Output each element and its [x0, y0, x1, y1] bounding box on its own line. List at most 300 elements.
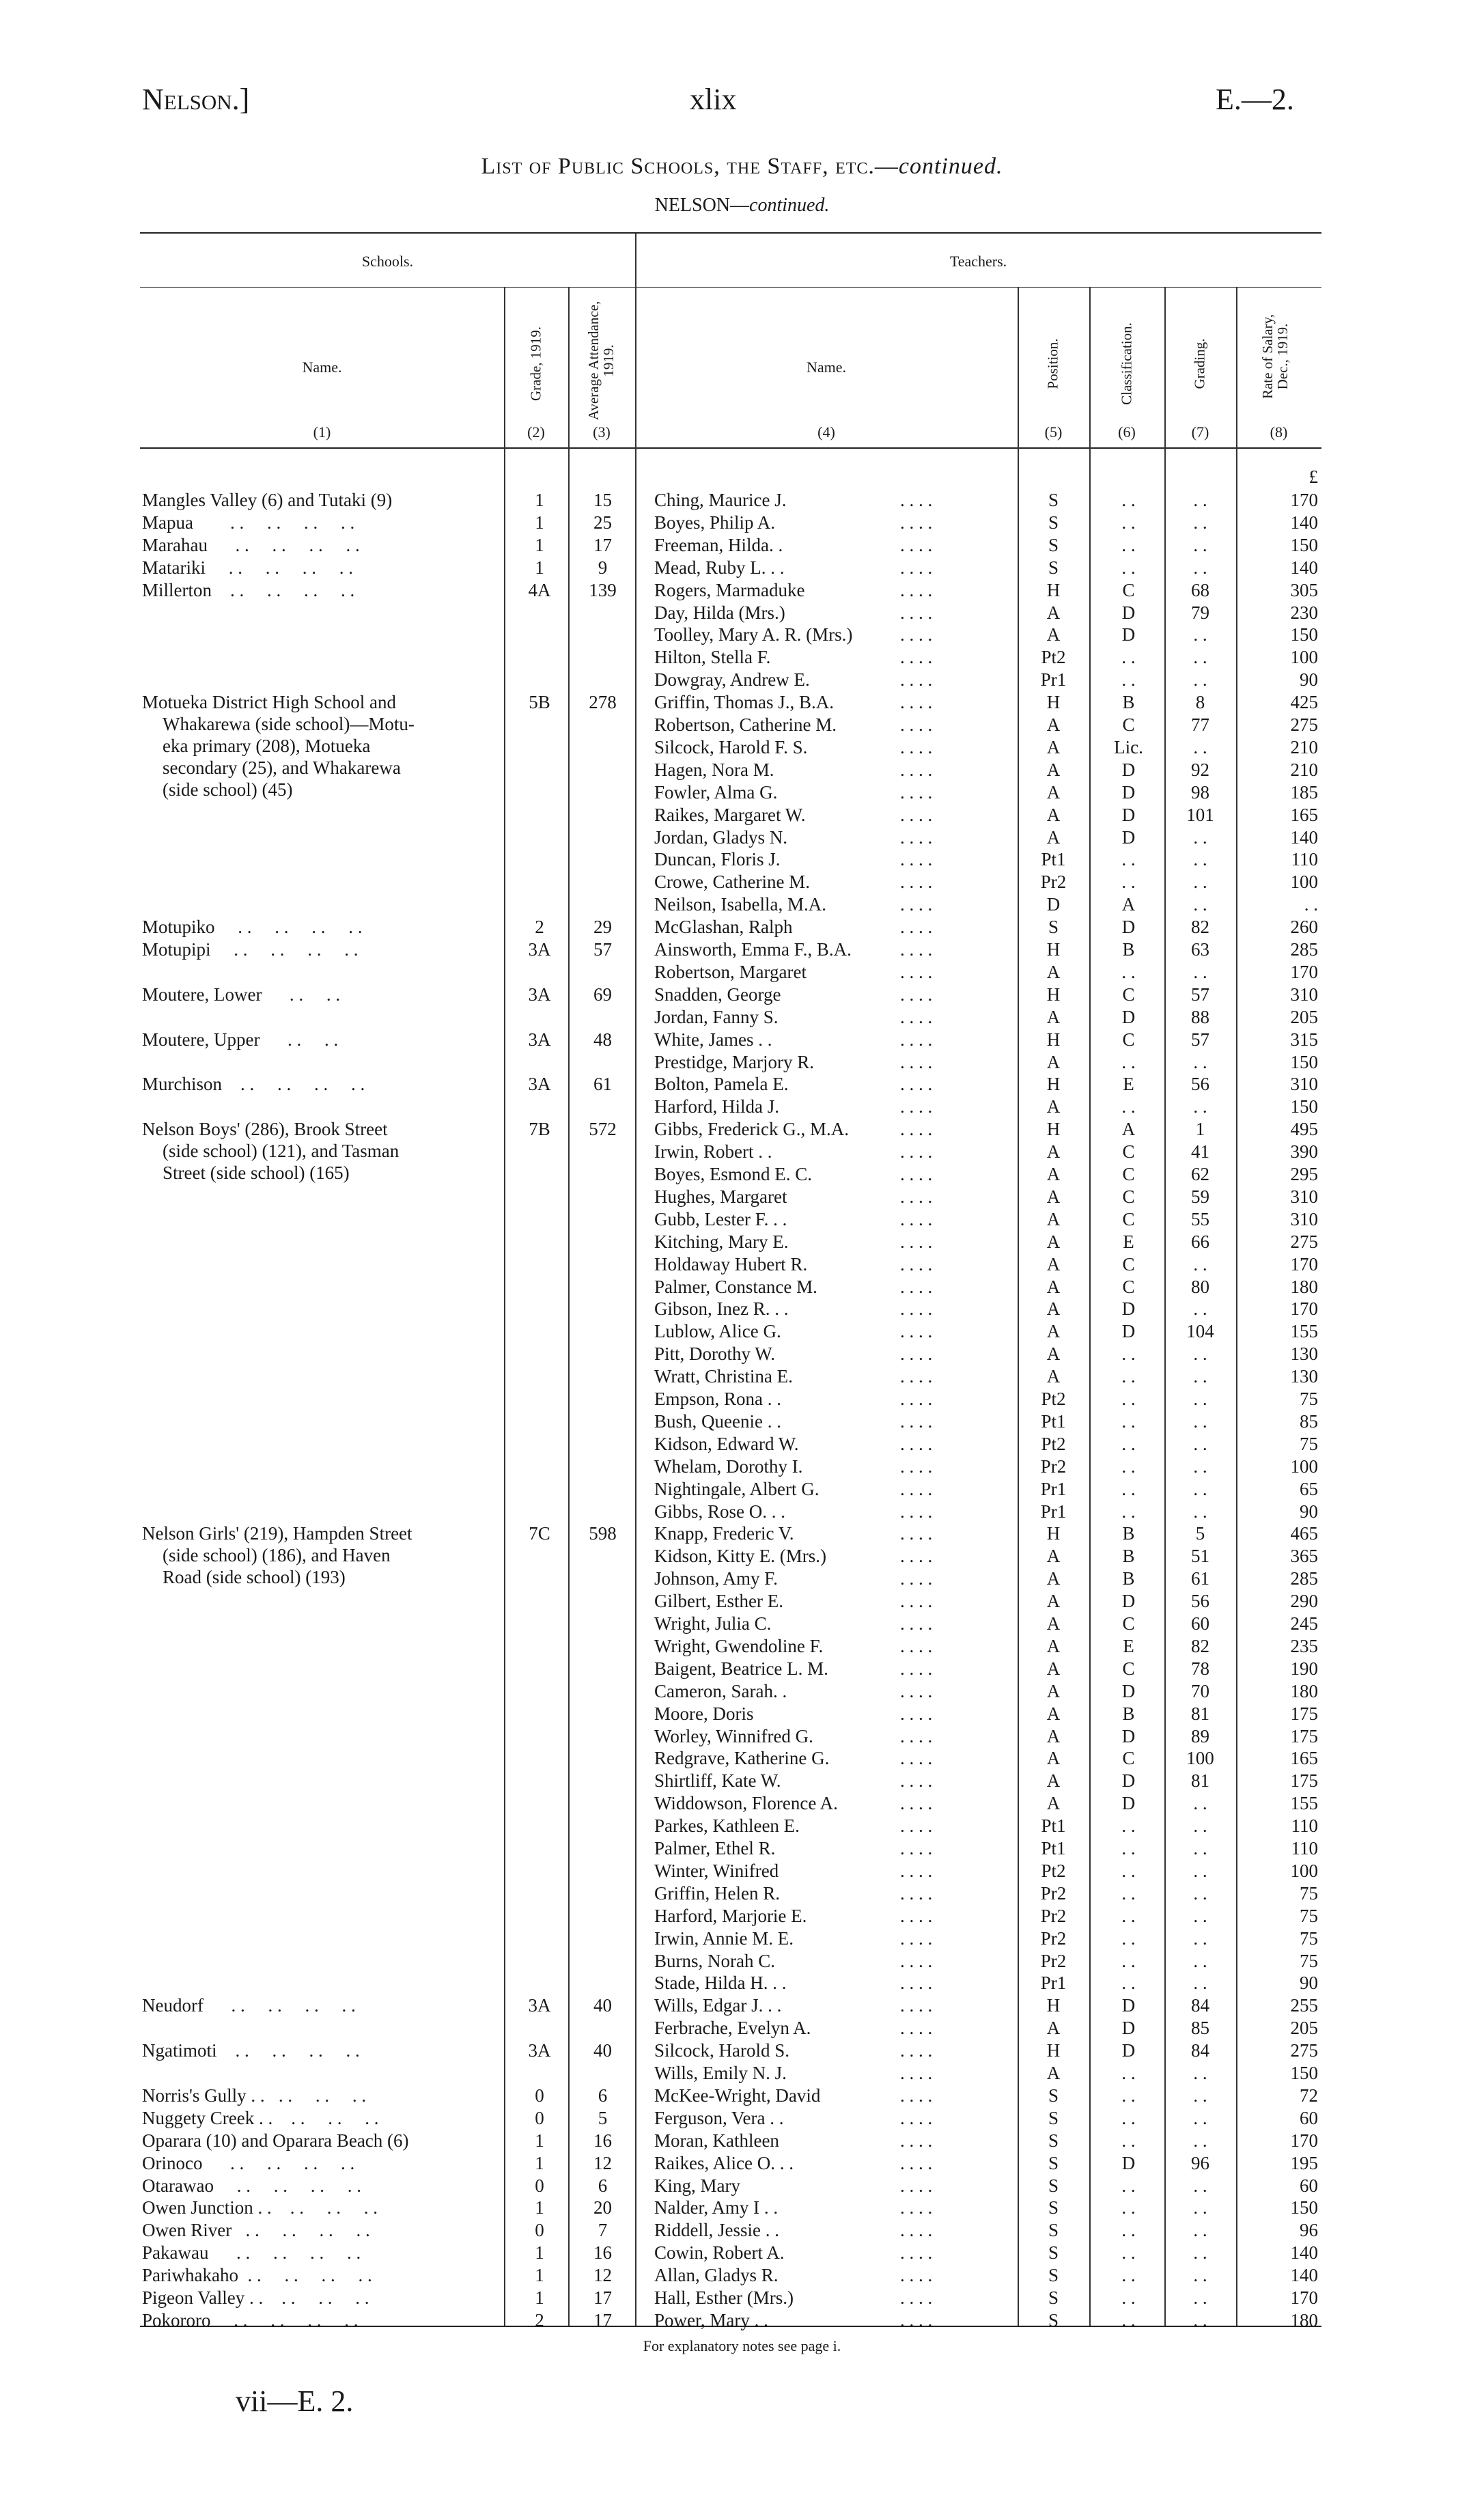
teacher-salary: 465 — [1290, 1523, 1318, 1544]
school-grade: 7B — [529, 1119, 550, 1140]
teacher-name — [654, 804, 1009, 826]
teacher-classification: . . — [1121, 2220, 1136, 2241]
leader-dots: . . . . — [900, 939, 933, 960]
teacher-name — [654, 2130, 1009, 2151]
teacher-position: S — [1048, 534, 1059, 555]
teacher-name — [654, 489, 1009, 511]
school-attendance: 16 — [593, 2130, 612, 2151]
school-name-line: eka primary (208), Motueka — [163, 736, 371, 757]
teacher-grading: 81 — [1191, 1703, 1209, 1724]
school-name-line: Pakawau . . . . . . . . — [142, 2242, 361, 2264]
teacher-grading: 56 — [1191, 1074, 1209, 1095]
teacher-classification: . . — [1121, 961, 1136, 982]
teacher-position: A — [1046, 961, 1061, 982]
teacher-name-text: Pitt, Dorothy W. — [654, 1343, 776, 1365]
school-grade: 1 — [535, 2265, 544, 2286]
col-number-6: (6) — [1118, 423, 1136, 441]
school-name-line: Marahau . . . . . . . . — [142, 534, 360, 555]
col-header-attendance-text: Average Attendance, 1919. — [585, 301, 617, 421]
teacher-salary: 210 — [1290, 736, 1318, 757]
school-grade: 2 — [535, 2309, 544, 2330]
teacher-grading: 8 — [1195, 692, 1205, 713]
teacher-classification: D — [1121, 624, 1136, 645]
teacher-salary: 315 — [1290, 1029, 1318, 1050]
school-grade: 3A — [528, 1074, 551, 1095]
teacher-position: A — [1046, 1321, 1061, 1342]
teacher-name-text: Prestidge, Marjory R. — [654, 1051, 814, 1072]
school-name — [142, 2085, 497, 2106]
teacher-grading: . . — [1193, 849, 1207, 870]
teacher-salary: 310 — [1290, 984, 1318, 1005]
teacher-salary: 165 — [1290, 804, 1318, 825]
teacher-classification: D — [1121, 2018, 1136, 2039]
school-name — [142, 2175, 497, 2197]
col-number-8: (8) — [1270, 423, 1288, 441]
school-name-line: Owen Junction . . . . . . . . — [142, 2197, 378, 2218]
teacher-name — [654, 1410, 1009, 1432]
leader-dots: . . . . — [900, 1523, 933, 1544]
teacher-position: A — [1046, 1231, 1061, 1252]
teacher-name — [654, 2175, 1009, 2197]
teacher-salary: 75 — [1300, 1389, 1318, 1409]
teacher-grading: 41 — [1191, 1141, 1209, 1162]
teacher-name — [654, 2017, 1009, 2039]
teacher-grading: 61 — [1191, 1568, 1209, 1589]
school-grade: 0 — [535, 2085, 544, 2106]
school-name — [142, 489, 497, 511]
teacher-classification: . . — [1121, 872, 1136, 893]
teacher-grading: . . — [1193, 1298, 1207, 1320]
teacher-classification: . . — [1121, 1815, 1136, 1837]
teacher-grading: . . — [1193, 2130, 1207, 2151]
leader-dots: . . . . — [900, 2265, 933, 2286]
teacher-grading: 92 — [1191, 759, 1209, 780]
col-header-position: Position. — [1044, 338, 1061, 389]
teacher-classification: D — [1121, 2040, 1136, 2061]
teacher-salary: 275 — [1290, 714, 1318, 735]
teacher-position: A — [1046, 624, 1061, 645]
leader-dots: . . . . — [900, 894, 933, 915]
teacher-name-text: Silcock, Harold F. S. — [654, 736, 808, 757]
teacher-salary: 175 — [1290, 1725, 1318, 1746]
col-header-classification: Classification. — [1118, 322, 1135, 405]
teacher-name-text: Jordan, Fanny S. — [654, 1006, 779, 1027]
teacher-salary: 255 — [1290, 1995, 1318, 2016]
teacher-salary: 100 — [1290, 1456, 1318, 1477]
leader-dots: . . . . — [900, 1815, 933, 1837]
teacher-position: A — [1046, 1366, 1061, 1387]
teacher-classification: E — [1123, 1074, 1134, 1095]
teacher-grading: 51 — [1191, 1546, 1209, 1567]
teacher-position: Pt2 — [1041, 1860, 1066, 1881]
teacher-name-text: Hilton, Stella F. — [654, 647, 771, 668]
teacher-grading: . . — [1193, 1410, 1207, 1432]
teacher-classification: C — [1122, 1186, 1135, 1207]
teacher-classification: D — [1121, 781, 1136, 803]
school-name — [142, 2130, 497, 2151]
teacher-classification: D — [1121, 1770, 1136, 1792]
leader-dots: . . . . — [900, 2197, 933, 2218]
school-attendance: 20 — [593, 2197, 612, 2218]
teacher-salary: 260 — [1290, 917, 1318, 938]
school-name — [142, 2264, 497, 2286]
teacher-name — [654, 1545, 1009, 1567]
leader-dots: . . . . — [900, 1927, 933, 1949]
teacher-name — [654, 1613, 1009, 1634]
school-name-line: Mapua . . . . . . . . — [142, 512, 355, 533]
teacher-name-text: Harford, Hilda J. — [654, 1096, 779, 1117]
school-grade: 7C — [529, 1523, 550, 1544]
teacher-name — [654, 781, 1009, 803]
leader-dots: . . . . — [900, 1680, 933, 1701]
teacher-grading: 62 — [1191, 1164, 1209, 1184]
school-name — [142, 1118, 497, 1184]
school-name-line: Pokororo . . . . . . . . — [142, 2309, 359, 2330]
teacher-name-text: Hughes, Margaret — [654, 1186, 787, 1207]
teacher-classification: B — [1122, 1546, 1135, 1567]
school-grade: 1 — [535, 2130, 544, 2151]
school-grade: 1 — [535, 490, 544, 510]
school-name — [142, 2197, 497, 2218]
teacher-grading: 98 — [1191, 781, 1209, 803]
teacher-name — [654, 624, 1009, 645]
teacher-classification: . . — [1121, 2085, 1136, 2106]
col-divider — [635, 234, 636, 2326]
teacher-classification: . . — [1121, 1389, 1136, 1409]
col-header-grading: Grading. — [1191, 338, 1208, 389]
teacher-position: S — [1048, 2265, 1059, 2286]
teacher-name — [654, 1950, 1009, 1972]
leader-dots: . . . . — [900, 1973, 933, 1994]
teacher-salary: 130 — [1290, 1366, 1318, 1387]
teacher-name-text: Bush, Queenie . . — [654, 1410, 781, 1432]
school-name-line: Moutere, Upper . . . . — [142, 1029, 339, 1050]
leader-dots: . . . . — [900, 602, 933, 623]
school-attendance: 12 — [593, 2152, 612, 2173]
leader-dots: . . . . — [900, 1635, 933, 1656]
teacher-name — [654, 1837, 1009, 1859]
leader-dots: . . . . — [900, 1568, 933, 1589]
leader-dots: . . . . — [900, 1725, 933, 1746]
teacher-name — [654, 2197, 1009, 2218]
teacher-name — [654, 691, 1009, 713]
teacher-name-text: Gilbert, Esther E. — [654, 1591, 783, 1612]
teacher-grading: 88 — [1191, 1006, 1209, 1027]
school-name — [142, 1994, 497, 2016]
teacher-grading: . . — [1193, 669, 1207, 691]
teacher-position: A — [1046, 1748, 1061, 1769]
school-grade: 4A — [528, 579, 551, 600]
col-divider — [504, 287, 505, 2326]
school-attendance: 12 — [593, 2265, 612, 2286]
teacher-name-text: Boyes, Esmond E. C. — [654, 1164, 813, 1184]
teacher-grading: . . — [1193, 2063, 1207, 2083]
page-number: xlix — [690, 83, 737, 116]
teacher-name — [654, 1905, 1009, 1927]
teacher-classification: . . — [1121, 2063, 1136, 2083]
teacher-name — [654, 2085, 1009, 2106]
teacher-name-text: Kidson, Edward W. — [654, 1433, 799, 1454]
teacher-classification: . . — [1121, 512, 1136, 533]
school-name-line: Nelson Boys' (286), Brook Street — [142, 1119, 388, 1140]
teacher-classification: . . — [1121, 2242, 1136, 2264]
col-number-2: (2) — [527, 423, 545, 441]
teacher-name — [654, 1029, 1009, 1050]
school-grade: 3A — [528, 1029, 551, 1050]
col-number-7: (7) — [1191, 423, 1209, 441]
school-name-line: Oparara (10) and Oparara Beach (6) — [142, 2130, 409, 2151]
school-name — [142, 691, 497, 800]
teacher-position: H — [1046, 939, 1061, 960]
leader-dots: . . . . — [900, 647, 933, 668]
teacher-salary: 75 — [1300, 1882, 1318, 1904]
teacher-classification: . . — [1121, 2175, 1136, 2196]
teacher-name — [654, 1298, 1009, 1320]
column-header-rule — [140, 447, 1321, 449]
leader-dots: . . . . — [900, 1096, 933, 1117]
teacher-name-text: Wills, Edgar J. . . — [654, 1995, 782, 2016]
teacher-name — [654, 759, 1009, 781]
teacher-grading: 55 — [1191, 1208, 1209, 1229]
teacher-name — [654, 1522, 1009, 1544]
leader-dots: . . . . — [900, 984, 933, 1005]
teacher-name-text: Palmer, Ethel R. — [654, 1838, 776, 1858]
teacher-name-text: Holdaway Hubert R. — [654, 1253, 808, 1275]
leader-dots: . . . . — [900, 2175, 933, 2196]
teacher-salary: 75 — [1300, 1433, 1318, 1454]
teacher-position: S — [1048, 2220, 1059, 2241]
teacher-name — [654, 1253, 1009, 1275]
school-name-line: Motueka District High School and — [142, 692, 396, 713]
teacher-position: A — [1046, 826, 1061, 848]
school-attendance: 17 — [593, 2309, 612, 2330]
col-number-4: (4) — [817, 423, 835, 441]
school-attendance: 15 — [593, 490, 612, 510]
teacher-classification: . . — [1121, 1456, 1136, 1477]
teacher-grading: 68 — [1191, 579, 1209, 600]
teacher-name — [654, 512, 1009, 533]
school-attendance: 48 — [593, 1029, 612, 1050]
teacher-grading: 60 — [1191, 1613, 1209, 1634]
teacher-name-text: Ching, Maurice J. — [654, 490, 787, 510]
leader-dots: . . . . — [900, 1793, 933, 1814]
leader-dots: . . . . — [900, 2242, 933, 2264]
teacher-classification: C — [1122, 1208, 1135, 1229]
school-name — [142, 2242, 497, 2264]
teacher-name — [654, 2039, 1009, 2061]
teacher-grading: 79 — [1191, 602, 1209, 623]
teacher-classification: B — [1122, 1703, 1135, 1724]
teacher-position: A — [1046, 1613, 1061, 1634]
teacher-classification: B — [1122, 692, 1135, 713]
teacher-classification: . . — [1121, 1950, 1136, 1971]
teacher-grading: 70 — [1191, 1680, 1209, 1701]
school-grade: 1 — [535, 512, 544, 533]
teacher-name-text: Gibbs, Frederick G., M.A. — [654, 1119, 849, 1140]
teacher-position: A — [1046, 1680, 1061, 1701]
teacher-position: Pt2 — [1041, 1389, 1066, 1409]
school-name-line: Millerton . . . . . . . . — [142, 579, 355, 600]
teacher-salary: 140 — [1290, 826, 1318, 848]
teacher-name-text: Empson, Rona . . — [654, 1389, 781, 1409]
teacher-salary: 295 — [1290, 1164, 1318, 1184]
teacher-grading: . . — [1193, 1051, 1207, 1072]
teacher-position: S — [1048, 2107, 1059, 2128]
teacher-name — [654, 1747, 1009, 1769]
teacher-name — [654, 1231, 1009, 1253]
leader-dots: . . . . — [900, 534, 933, 555]
school-name-line: (side school) (45) — [163, 779, 293, 800]
teacher-classification: D — [1121, 1006, 1136, 1027]
teacher-name-text: Lublow, Alice G. — [654, 1321, 781, 1342]
teacher-classification: C — [1122, 1658, 1135, 1679]
school-name-line: Neudorf . . . . . . . . — [142, 1995, 356, 2016]
school-grade: 1 — [535, 2242, 544, 2264]
teacher-position: S — [1048, 2242, 1059, 2264]
teacher-grading: . . — [1193, 1927, 1207, 1949]
school-grade: 1 — [535, 2152, 544, 2173]
teacher-name-text: Hagen, Nora M. — [654, 759, 774, 780]
teacher-name-text: Jordan, Gladys N. — [654, 826, 787, 848]
teacher-grading: . . — [1193, 647, 1207, 668]
school-name-line: Motupiko . . . . . . . . — [142, 917, 363, 938]
leader-dots: . . . . — [900, 2152, 933, 2173]
teacher-classification: D — [1121, 826, 1136, 848]
teacher-name — [654, 736, 1009, 758]
school-attendance: 278 — [589, 692, 617, 713]
teacher-position: S — [1048, 512, 1059, 533]
teacher-position: A — [1046, 736, 1061, 757]
school-name-line: Owen River . . . . . . . . — [142, 2220, 370, 2241]
footnote: For explanatory notes see page i. — [643, 2337, 841, 2354]
teacher-name-text: Knapp, Frederic V. — [654, 1523, 794, 1544]
teacher-name — [654, 1073, 1009, 1095]
leader-dots: . . . . — [900, 1164, 933, 1184]
teacher-name — [654, 938, 1009, 960]
teacher-position: Pr2 — [1040, 1882, 1067, 1904]
teacher-salary: 150 — [1290, 1096, 1318, 1117]
teacher-name — [654, 826, 1009, 848]
teacher-position: A — [1046, 1568, 1061, 1589]
teacher-position: Pr2 — [1040, 872, 1067, 893]
teacher-salary: 170 — [1290, 961, 1318, 982]
teacher-classification: . . — [1121, 1096, 1136, 1117]
teacher-classification: C — [1122, 1029, 1135, 1050]
teacher-classification: D — [1121, 602, 1136, 623]
teacher-position: A — [1046, 1208, 1061, 1229]
teacher-name — [654, 871, 1009, 893]
teacher-classification: . . — [1121, 1860, 1136, 1881]
teacher-position: Pt1 — [1041, 849, 1066, 870]
teacher-name-text: Palmer, Constance M. — [654, 1276, 817, 1297]
col-divider — [1089, 287, 1091, 2326]
leader-dots: . . . . — [900, 579, 933, 600]
teacher-salary: 175 — [1290, 1770, 1318, 1792]
teacher-classification: . . — [1121, 2265, 1136, 2286]
teacher-name-text: Wright, Gwendoline F. — [654, 1635, 824, 1656]
leader-dots: . . . . — [900, 1703, 933, 1724]
teacher-salary: 150 — [1290, 624, 1318, 645]
teacher-name-text: Riddell, Jessie . . — [654, 2220, 779, 2241]
teacher-grading: . . — [1193, 1793, 1207, 1814]
teacher-classification: . . — [1121, 1838, 1136, 1858]
teacher-classification: D — [1121, 1995, 1136, 2016]
teacher-position: H — [1046, 1074, 1061, 1095]
school-name-line: Ngatimoti . . . . . . . . — [142, 2040, 360, 2061]
teacher-classification: . . — [1121, 2197, 1136, 2218]
teacher-position: H — [1046, 1995, 1061, 2016]
teacher-grading: 80 — [1191, 1276, 1209, 1297]
teacher-name-text: Rogers, Marmaduke — [654, 579, 805, 600]
table-title — [0, 154, 1484, 180]
teacher-salary: 245 — [1290, 1613, 1318, 1634]
teacher-grading: 82 — [1191, 1635, 1209, 1656]
school-attendance: 40 — [593, 1995, 612, 2016]
teacher-position: A — [1046, 1793, 1061, 1814]
teacher-name-text: Day, Hilda (Mrs.) — [654, 602, 785, 623]
teacher-classification: . . — [1121, 2287, 1136, 2308]
teacher-grading: 82 — [1191, 917, 1209, 938]
teacher-classification: C — [1122, 579, 1135, 600]
teacher-position: A — [1046, 1298, 1061, 1320]
school-attendance: 17 — [593, 534, 612, 555]
teacher-name — [654, 557, 1009, 579]
teacher-salary: 75 — [1300, 1905, 1318, 1926]
teacher-position: H — [1046, 692, 1061, 713]
teacher-name — [654, 1680, 1009, 1702]
teacher-position: H — [1046, 579, 1061, 600]
teacher-salary: 75 — [1300, 1950, 1318, 1971]
leader-dots: . . . . — [900, 1905, 933, 1926]
school-grade: 1 — [535, 2287, 544, 2308]
teacher-name-text: Winter, Winifred — [654, 1860, 779, 1881]
teacher-name-text: Irwin, Annie M. E. — [654, 1927, 794, 1949]
school-name-line: (side school) (186), and Haven — [163, 1545, 391, 1566]
teacher-position: H — [1046, 1119, 1061, 1140]
teacher-name — [654, 1860, 1009, 1882]
teacher-name-text: Nightingale, Albert G. — [654, 1478, 820, 1499]
col-divider — [1236, 287, 1237, 2326]
leader-dots: . . . . — [900, 714, 933, 735]
teacher-grading: . . — [1193, 826, 1207, 848]
school-grade: 3A — [528, 1995, 551, 2016]
teacher-classification: . . — [1121, 2107, 1136, 2128]
teacher-classification: C — [1122, 714, 1135, 735]
teacher-position: S — [1048, 2309, 1059, 2330]
teacher-salary: 150 — [1290, 534, 1318, 555]
teacher-grading: . . — [1193, 490, 1207, 510]
leader-dots: . . . . — [900, 1321, 933, 1342]
teacher-name-text: Robertson, Margaret — [654, 961, 807, 982]
teacher-name — [654, 602, 1009, 624]
teacher-grading: . . — [1193, 1478, 1207, 1499]
teacher-name-text: Harford, Marjorie E. — [654, 1905, 807, 1926]
teacher-salary: 90 — [1300, 669, 1318, 691]
teacher-position: S — [1048, 917, 1059, 938]
school-attendance: 139 — [589, 579, 617, 600]
teacher-name-text: Nalder, Amy I . . — [654, 2197, 779, 2218]
teacher-grading: 104 — [1186, 1321, 1214, 1342]
teacher-name-text: Crowe, Catherine M. — [654, 872, 810, 893]
teacher-grading: 100 — [1186, 1748, 1214, 1769]
teacher-salary: 185 — [1290, 781, 1318, 803]
school-name-line: Motupipi . . . . . . . . — [142, 939, 359, 960]
teacher-name — [654, 1568, 1009, 1589]
teacher-name-text: Silcock, Harold S. — [654, 2040, 789, 2061]
teacher-salary: 495 — [1290, 1119, 1318, 1140]
school-name-line: Moutere, Lower . . . . — [142, 984, 341, 1005]
teacher-grading: 59 — [1191, 1186, 1209, 1207]
